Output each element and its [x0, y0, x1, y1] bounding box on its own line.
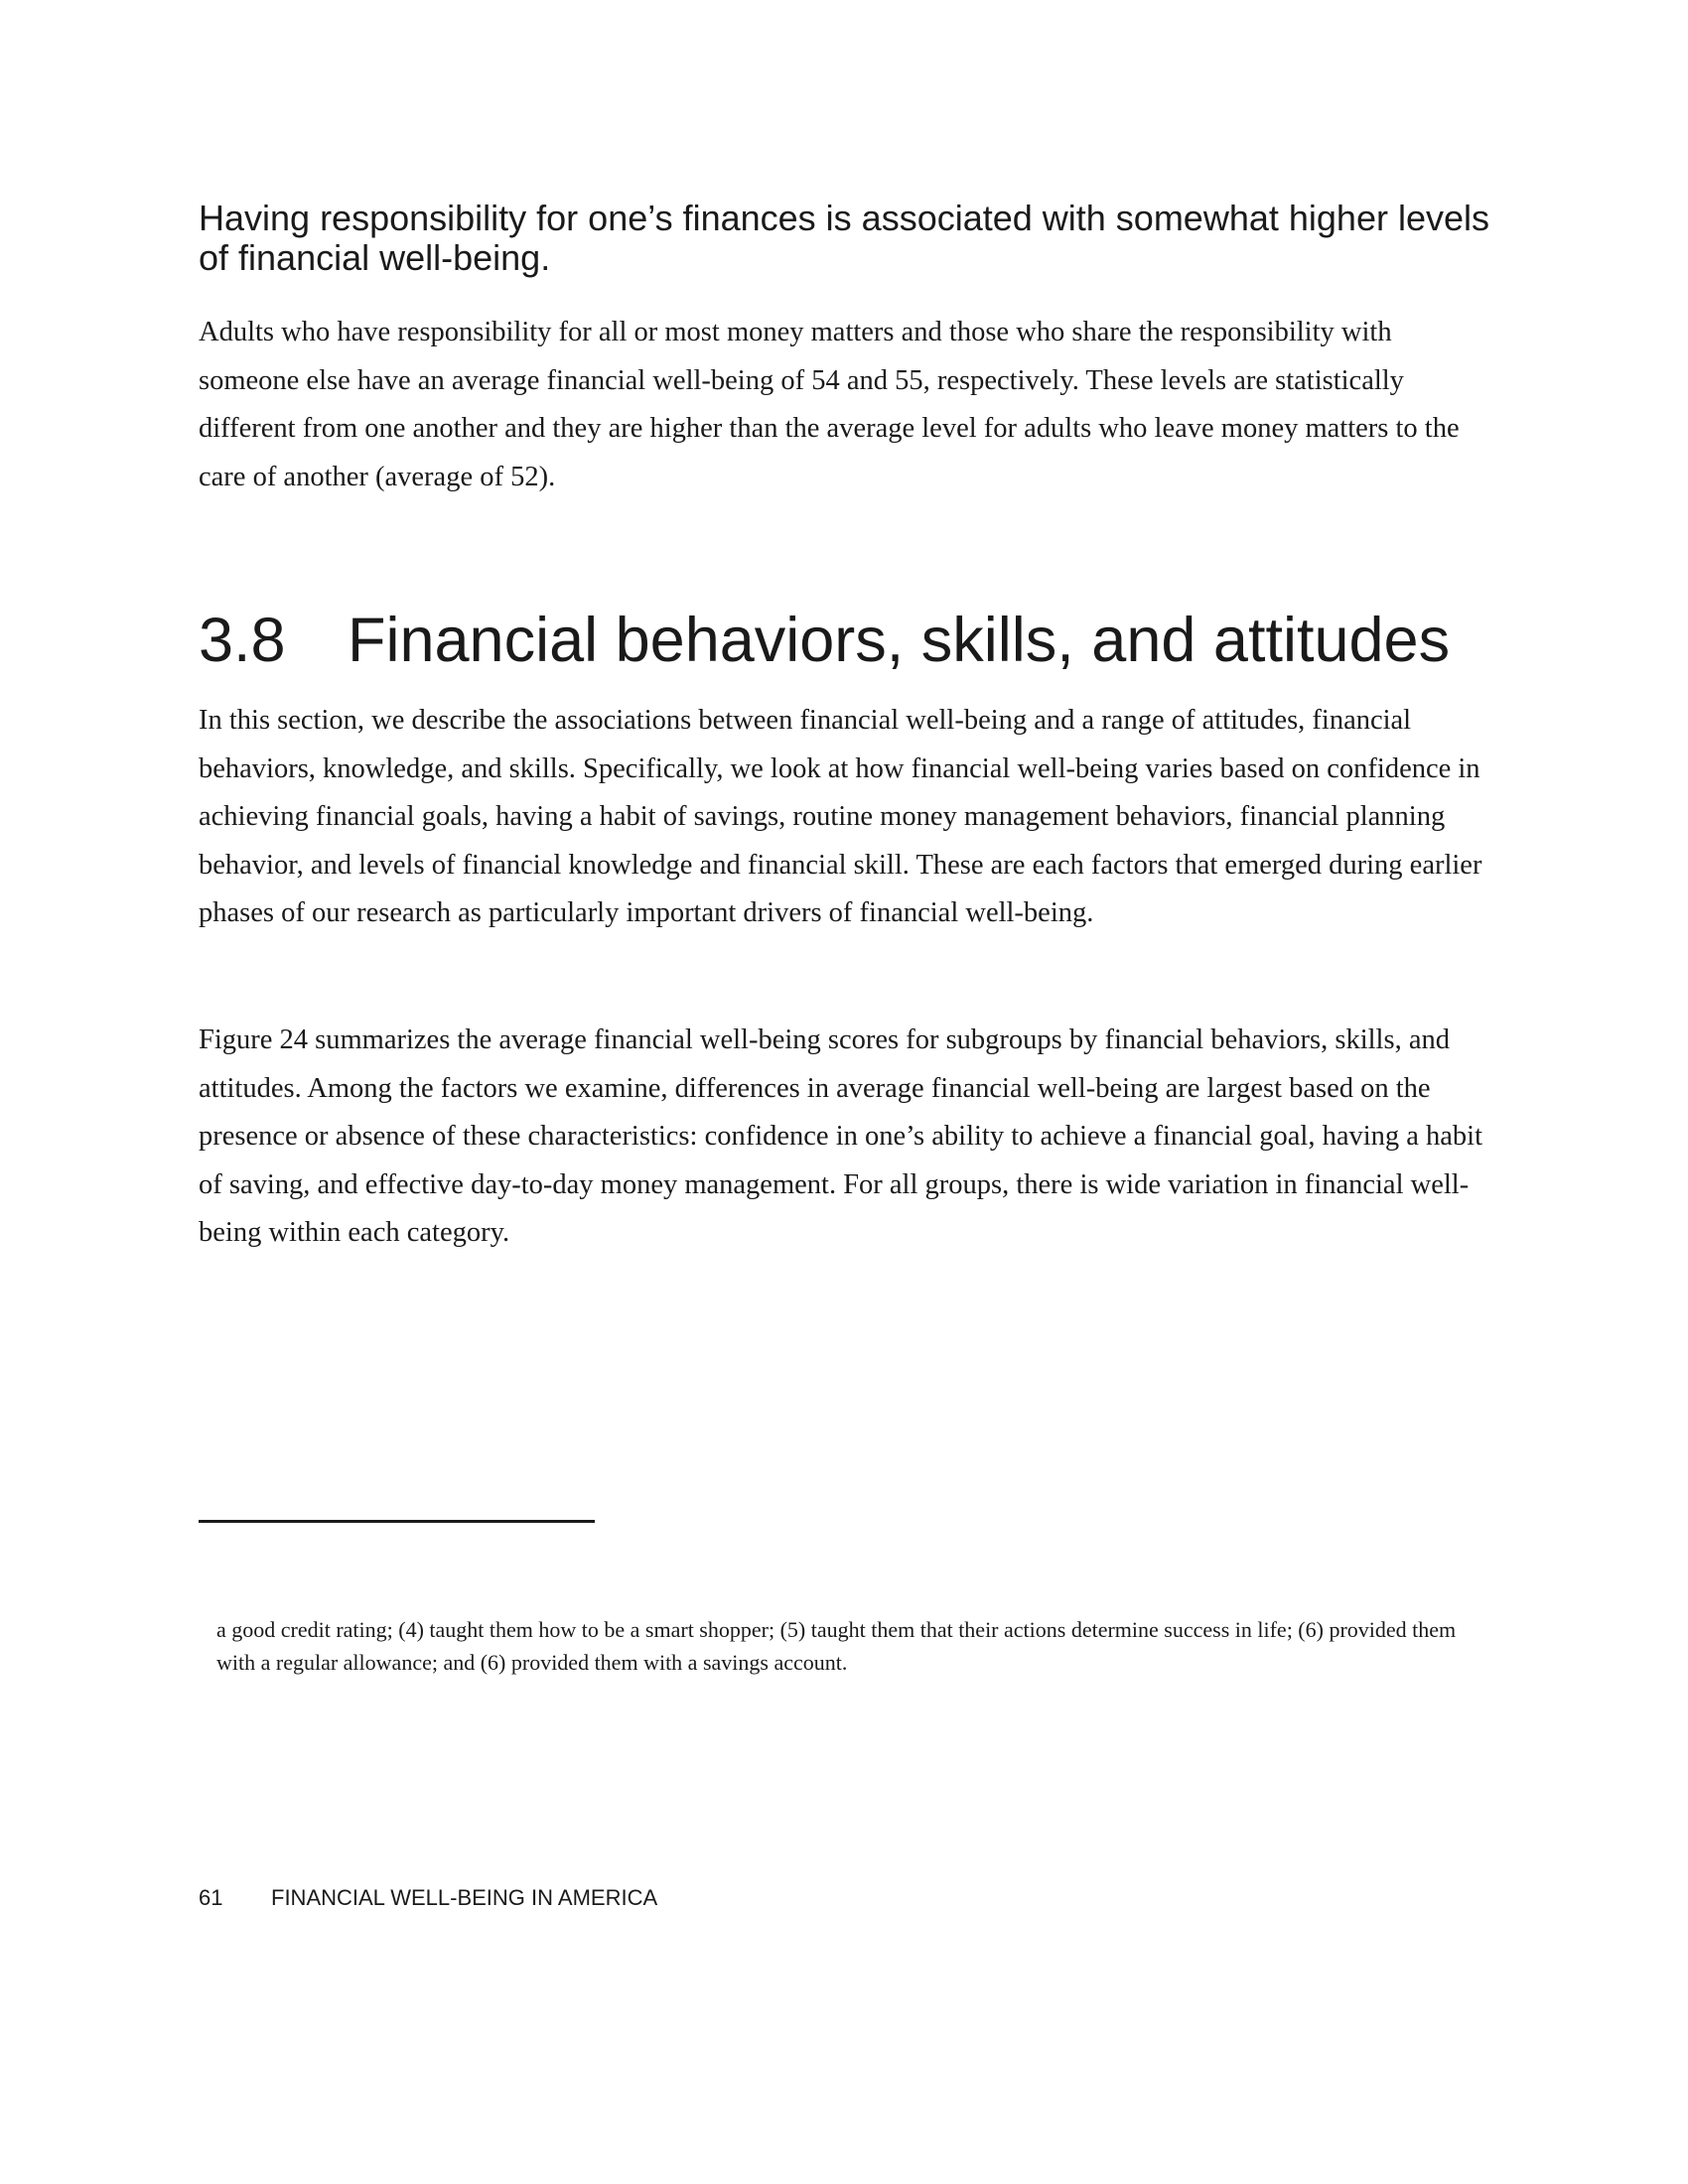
running-title: FINANCIAL WELL-BEING IN AMERICA	[271, 1885, 658, 1910]
page-footer	[199, 1884, 657, 1912]
footnote-divider	[199, 1520, 595, 1523]
page-number: 61	[199, 1885, 223, 1910]
section-heading	[199, 601, 1450, 680]
section-title: Financial behaviors, skills, and attitudes	[348, 606, 1451, 675]
paragraph-responsibility: Adults who have responsibility for all or most money matters and those who share the responsibility with someone else have an average financial well-being of 54 and 55, respectively. These levels are statistically different from one another and they are higher than the average level for adults who leave money matters to the care of another (average of 52).	[199, 317, 1460, 492]
footnote-text: a good credit rating; (4) taught them how to be a smart shopper; (5) taught them that their actions determine success in life; (6) provided them with a regular allowance; and (6) provided them with a savings account.	[216, 1617, 1457, 1675]
subheading: Having responsibility for one’s finances is associated with somewhat higher levels of financial well-being.	[199, 198, 1489, 278]
paragraph-intro: In this section, we describe the associations between financial well-being and a range of attitudes, financial behaviors, knowledge, and skills. Specifically, we look at how financial well-being varies based on confidence in achieving financial goals, having a habit of savings, routine money management behaviors, financial planning behavior, and levels of financial knowledge and financial skill. These are each factors that emerged during earlier phases of our research as particularly important drivers of financial well-being.	[199, 705, 1482, 928]
paragraph-figure-summary: Figure 24 summarizes the average financial well-being scores for subgroups by financial behaviors, skills, and attitudes. Among the factors we examine, differences in average financial well-being are largest based on the presence or absence of these characteristics: confidence in one’s ability to achieve a financial goal, having a habit of saving, and effective day-to-day money management. For all groups, there is wide variation in financial well-being within each category.	[199, 1024, 1483, 1248]
section-number: 3.8	[199, 606, 286, 675]
